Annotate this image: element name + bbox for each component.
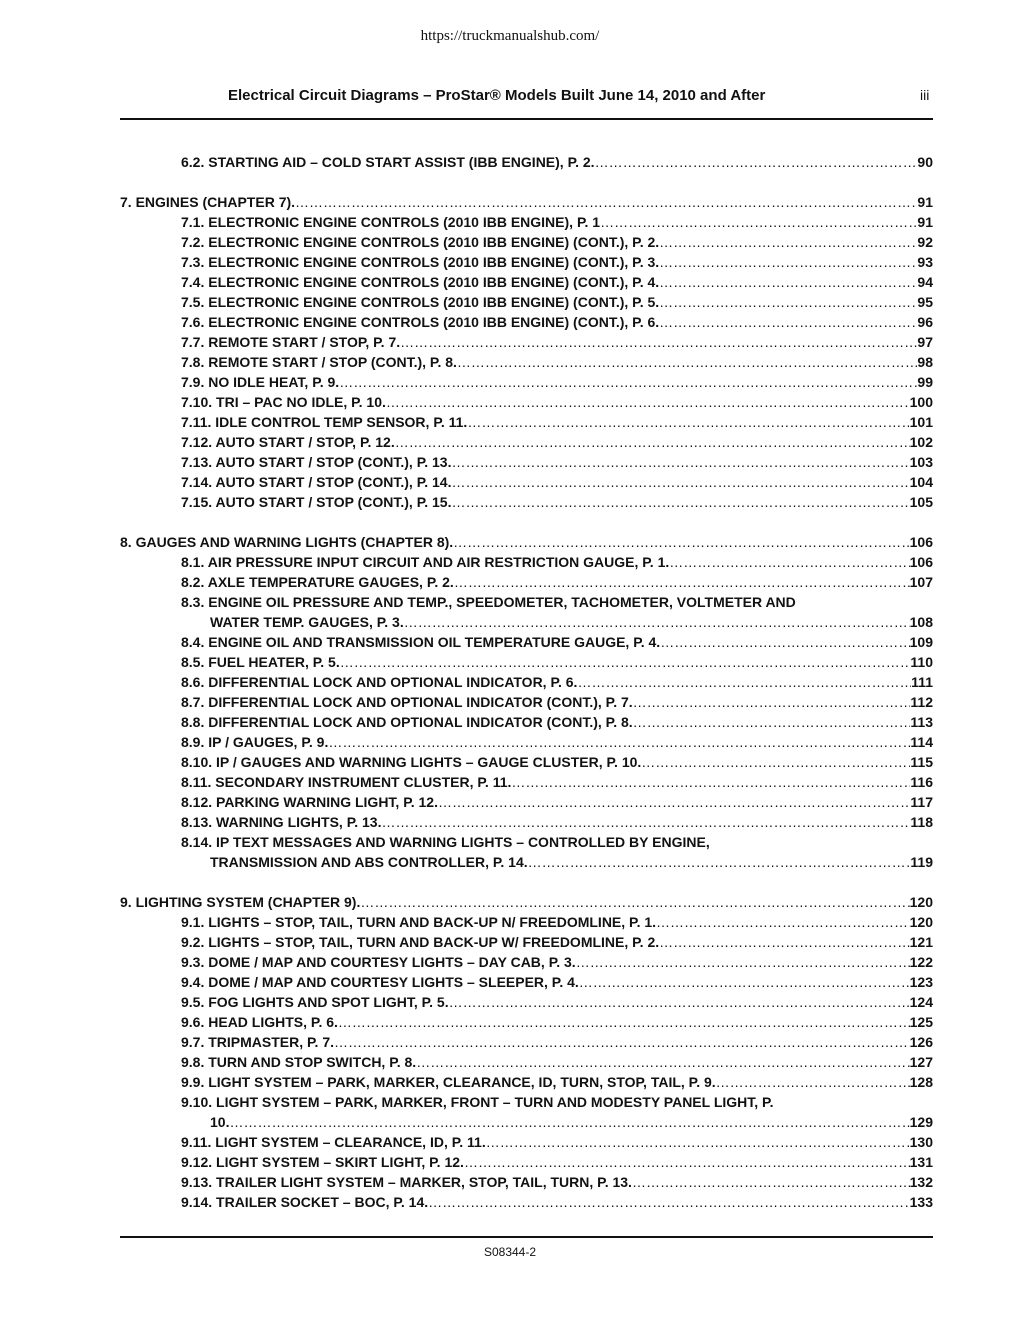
dot-leader bbox=[659, 292, 917, 312]
toc-entry-title: 7.2. ELECTRONIC ENGINE CONTROLS (2010 IBB ENGINE) (CONT.), P. 2. bbox=[181, 234, 660, 250]
toc-entry[interactable] bbox=[181, 792, 933, 812]
toc-entry[interactable] bbox=[181, 312, 933, 332]
document-code: S08344-2 bbox=[483, 1245, 537, 1259]
dot-leader bbox=[633, 712, 911, 732]
toc-entry-page: 114 bbox=[910, 734, 933, 750]
toc-entry[interactable] bbox=[181, 972, 933, 992]
toc-entry[interactable] bbox=[181, 352, 933, 372]
toc-entry[interactable] bbox=[120, 892, 933, 912]
toc-entry[interactable] bbox=[181, 372, 933, 392]
dot-leader bbox=[381, 812, 910, 832]
toc-entry-title: 9. LIGHTING SYSTEM (CHAPTER 9). bbox=[120, 894, 361, 910]
toc-entry[interactable] bbox=[181, 452, 933, 472]
dot-leader bbox=[595, 152, 918, 172]
dot-leader bbox=[338, 1012, 910, 1032]
dot-leader bbox=[295, 192, 917, 212]
toc-entry-title: 9.14. TRAILER SOCKET – BOC, P. 14. bbox=[181, 1194, 429, 1210]
toc-entry-page: 110 bbox=[910, 654, 933, 670]
dot-leader bbox=[449, 992, 910, 1012]
toc-entry[interactable] bbox=[181, 992, 933, 1012]
toc-entry-page: 91 bbox=[917, 214, 933, 230]
toc-entry-page: 133 bbox=[909, 1194, 933, 1210]
toc-entry[interactable] bbox=[120, 532, 933, 552]
page-number: iii bbox=[920, 87, 930, 103]
toc-entry[interactable] bbox=[181, 1032, 933, 1052]
toc-entry-page: 106 bbox=[909, 554, 933, 570]
toc-entry-title: 9.12. LIGHT SYSTEM – SKIRT LIGHT, P. 12. bbox=[181, 1154, 464, 1170]
toc-entry-title: 8.9. IP / GAUGES, P. 9. bbox=[181, 734, 329, 750]
toc-entry[interactable] bbox=[181, 332, 933, 352]
toc-entry[interactable] bbox=[181, 1012, 933, 1032]
toc-entry-page: 94 bbox=[917, 274, 933, 290]
toc-entry[interactable] bbox=[181, 472, 933, 492]
toc-entry[interactable] bbox=[181, 652, 933, 672]
toc-entry-page: 112 bbox=[910, 694, 933, 710]
dot-leader bbox=[229, 1112, 909, 1132]
toc-entry[interactable] bbox=[181, 752, 933, 772]
toc-entry[interactable] bbox=[181, 432, 933, 452]
toc-entry-title: 10. bbox=[210, 1114, 230, 1130]
dot-leader bbox=[579, 972, 910, 992]
toc-entry-page: 101 bbox=[909, 414, 933, 430]
toc-entry-title: 7.14. AUTO START / STOP (CONT.), P. 14. bbox=[181, 474, 452, 490]
toc-entry[interactable] bbox=[181, 912, 933, 932]
toc-entry[interactable] bbox=[181, 392, 933, 412]
dot-leader bbox=[577, 672, 911, 692]
dot-leader bbox=[528, 852, 911, 872]
dot-leader bbox=[659, 932, 910, 952]
toc-entry-page: 104 bbox=[909, 474, 933, 490]
toc-entry-page: 121 bbox=[909, 934, 933, 950]
toc-entry-title: 7. ENGINES (CHAPTER 7). bbox=[120, 194, 296, 210]
toc-entry-title: 9.10. LIGHT SYSTEM – PARK, MARKER, FRONT – TURN AND MODESTY PANEL LIGHT, P. bbox=[181, 1094, 774, 1110]
toc-entry-title: 8.2. AXLE TEMPERATURE GAUGES, P. 2. bbox=[181, 574, 454, 590]
toc-entry[interactable] bbox=[181, 272, 933, 292]
toc-entry[interactable] bbox=[181, 592, 796, 612]
toc-entry-page: 115 bbox=[910, 754, 933, 770]
dot-leader bbox=[660, 632, 909, 652]
toc-entry-page: 105 bbox=[909, 494, 933, 510]
toc-entry-title: 7.12. AUTO START / STOP, P. 12. bbox=[181, 434, 395, 450]
toc-entry-title: 8.8. DIFFERENTIAL LOCK AND OPTIONAL INDICATOR (CONT.), P. 8. bbox=[181, 714, 633, 730]
toc-entry-page: 131 bbox=[909, 1154, 933, 1170]
toc-entry-title: 9.4. DOME / MAP AND COURTESY LIGHTS – SLEEPER, P. 4. bbox=[181, 974, 579, 990]
toc-entry-title: 9.8. TURN AND STOP SWITCH, P. 8. bbox=[181, 1054, 417, 1070]
toc-entry-page: 126 bbox=[909, 1034, 933, 1050]
source-url[interactable]: https://truckmanualshub.com/ bbox=[420, 28, 600, 44]
toc-entry-title: 7.8. REMOTE START / STOP (CONT.), P. 8. bbox=[181, 354, 457, 370]
toc-entry-title: 8.3. ENGINE OIL PRESSURE AND TEMP., SPEEDOMETER, TACHOMETER, VOLTMETER AND bbox=[181, 594, 796, 610]
toc-entry-page: 129 bbox=[909, 1114, 933, 1130]
footer-divider bbox=[120, 1236, 933, 1238]
dot-leader bbox=[464, 1152, 910, 1172]
toc-entry-title: 7.9. NO IDLE HEAT, P. 9. bbox=[181, 374, 340, 390]
dot-leader bbox=[576, 952, 910, 972]
toc-entry-page: 108 bbox=[909, 614, 933, 630]
dot-leader bbox=[659, 232, 917, 252]
toc-entry[interactable] bbox=[181, 1072, 933, 1092]
toc-entry[interactable] bbox=[181, 212, 933, 232]
toc-entry-page: 120 bbox=[909, 914, 933, 930]
toc-entry-title: 9.9. LIGHT SYSTEM – PARK, MARKER, CLEARANCE, ID, TURN, STOP, TAIL, P. 9. bbox=[181, 1074, 716, 1090]
toc-entry-title: 8.5. FUEL HEATER, P. 5. bbox=[181, 654, 340, 670]
dot-leader bbox=[451, 472, 909, 492]
toc-entry-title: 7.10. TRI – PAC NO IDLE, P. 10. bbox=[181, 394, 386, 410]
dot-leader bbox=[457, 352, 918, 372]
dot-leader bbox=[659, 272, 917, 292]
toc-entry[interactable] bbox=[181, 632, 933, 652]
toc-entry-page: 124 bbox=[909, 994, 933, 1010]
header-divider bbox=[120, 118, 933, 120]
dot-leader bbox=[659, 312, 917, 332]
toc-entry[interactable] bbox=[181, 812, 933, 832]
toc-entry[interactable] bbox=[181, 772, 933, 792]
toc-entry-title: 9.7. TRIPMASTER, P. 7. bbox=[181, 1034, 335, 1050]
toc-entry[interactable] bbox=[181, 732, 933, 752]
toc-entry[interactable] bbox=[181, 292, 933, 312]
dot-leader bbox=[632, 1172, 910, 1192]
dot-leader bbox=[328, 732, 910, 752]
dot-leader bbox=[454, 572, 910, 592]
toc-entry-page: 132 bbox=[909, 1174, 933, 1190]
toc-entry-title: 9.11. LIGHT SYSTEM – CLEARANCE, ID, P. 11. bbox=[181, 1134, 486, 1150]
dot-leader bbox=[656, 912, 910, 932]
toc-entry-title: 7.4. ELECTRONIC ENGINE CONTROLS (2010 IBB ENGINE) (CONT.), P. 4. bbox=[181, 274, 660, 290]
dot-leader bbox=[416, 1052, 909, 1072]
toc-entry-page: 90 bbox=[917, 154, 933, 170]
toc-entry[interactable] bbox=[181, 1092, 773, 1112]
toc-entry-title: 9.1. LIGHTS – STOP, TAIL, TURN AND BACK-UP N/ FREEDOMLINE, P. 1. bbox=[181, 914, 657, 930]
toc-entry[interactable] bbox=[181, 1152, 933, 1172]
toc-entry[interactable] bbox=[181, 412, 933, 432]
toc-entry-page: 95 bbox=[917, 294, 933, 310]
dot-leader bbox=[404, 612, 910, 632]
dot-leader bbox=[453, 532, 909, 552]
toc-entry-page: 130 bbox=[909, 1134, 933, 1150]
toc-entry-page: 93 bbox=[917, 254, 933, 270]
toc-entry[interactable] bbox=[181, 692, 933, 712]
toc-entry-page: 96 bbox=[917, 314, 933, 330]
toc-entry-page: 125 bbox=[909, 1014, 933, 1030]
dot-leader bbox=[600, 212, 917, 232]
toc-entry-page: 120 bbox=[909, 894, 933, 910]
toc-entry-page: 118 bbox=[910, 814, 933, 830]
dot-leader bbox=[451, 492, 909, 512]
toc-entry-title: 7.11. IDLE CONTROL TEMP SENSOR, P. 11. bbox=[181, 414, 468, 430]
toc-entry-page: 123 bbox=[909, 974, 933, 990]
toc-entry-page: 107 bbox=[909, 574, 933, 590]
toc-entry-title: 9.2. LIGHTS – STOP, TAIL, TURN AND BACK-UP W/ FREEDOMLINE, P. 2. bbox=[181, 934, 660, 950]
toc-entry-title: 9.6. HEAD LIGHTS, P. 6. bbox=[181, 1014, 338, 1030]
dot-leader bbox=[716, 1072, 910, 1092]
toc-entry-title: 8.1. AIR PRESSURE INPUT CIRCUIT AND AIR RESTRICTION GAUGE, P. 1. bbox=[181, 554, 670, 570]
toc-entry-title: 8. GAUGES AND WARNING LIGHTS (CHAPTER 8). bbox=[120, 534, 454, 550]
toc-entry-page: 113 bbox=[910, 714, 933, 730]
toc-entry-page: 117 bbox=[910, 794, 933, 810]
toc-entry[interactable] bbox=[181, 252, 933, 272]
toc-entry-page: 122 bbox=[909, 954, 933, 970]
toc-entry-title: TRANSMISSION AND ABS CONTROLLER, P. 14. bbox=[210, 854, 528, 870]
toc-entry-title: 7.1. ELECTRONIC ENGINE CONTROLS (2010 IBB ENGINE), P. 1 bbox=[181, 214, 601, 230]
toc-entry-title: 8.4. ENGINE OIL AND TRANSMISSION OIL TEMPERATURE GAUGE, P. 4. bbox=[181, 634, 661, 650]
toc-entry-title: 8.12. PARKING WARNING LIGHT, P. 12. bbox=[181, 794, 438, 810]
toc-entry-title: WATER TEMP. GAUGES, P. 3. bbox=[210, 614, 404, 630]
toc-entry-page: 102 bbox=[909, 434, 933, 450]
toc-entry[interactable] bbox=[210, 612, 933, 632]
dot-leader bbox=[467, 412, 909, 432]
toc-entry[interactable] bbox=[181, 1052, 933, 1072]
toc-entry-title: 9.3. DOME / MAP AND COURTESY LIGHTS – DAY CAB, P. 3. bbox=[181, 954, 576, 970]
toc-entry[interactable] bbox=[181, 672, 933, 692]
toc-entry[interactable] bbox=[181, 1132, 933, 1152]
toc-entry-title: 8.6. DIFFERENTIAL LOCK AND OPTIONAL INDICATOR, P. 6. bbox=[181, 674, 578, 690]
toc-entry-page: 127 bbox=[909, 1054, 933, 1070]
toc-entry[interactable] bbox=[181, 152, 933, 172]
dot-leader bbox=[400, 332, 917, 352]
toc-entry[interactable] bbox=[181, 572, 933, 592]
dot-leader bbox=[334, 1032, 910, 1052]
dot-leader bbox=[340, 652, 911, 672]
toc-entry-title: 7.13. AUTO START / STOP (CONT.), P. 13. bbox=[181, 454, 452, 470]
toc-entry[interactable] bbox=[181, 232, 933, 252]
dot-leader bbox=[511, 772, 910, 792]
toc-entry[interactable] bbox=[181, 932, 933, 952]
toc-entry-title: 7.7. REMOTE START / STOP, P. 7. bbox=[181, 334, 401, 350]
toc-entry[interactable] bbox=[181, 712, 933, 732]
toc-entry-title: 8.14. IP TEXT MESSAGES AND WARNING LIGHTS – CONTROLLED BY ENGINE, bbox=[181, 834, 710, 850]
toc-entry-page: 92 bbox=[917, 234, 933, 250]
toc-entry-page: 109 bbox=[909, 634, 933, 650]
page-header-title: Electrical Circuit Diagrams – ProStar® Models Built June 14, 2010 and After bbox=[228, 87, 766, 104]
toc-entry-title: 8.13. WARNING LIGHTS, P. 13. bbox=[181, 814, 382, 830]
toc-entry-page: 103 bbox=[909, 454, 933, 470]
toc-entry[interactable] bbox=[181, 492, 933, 512]
dot-leader bbox=[428, 1192, 909, 1212]
dot-leader bbox=[633, 692, 911, 712]
toc-entry[interactable] bbox=[181, 832, 710, 852]
toc-entry-page: 97 bbox=[917, 334, 933, 350]
toc-entry-page: 116 bbox=[910, 774, 933, 790]
dot-leader bbox=[360, 892, 909, 912]
toc-entry-title: 6.2. STARTING AID – COLD START ASSIST (IBB ENGINE), P. 2. bbox=[181, 154, 595, 170]
toc-entry-page: 128 bbox=[909, 1074, 933, 1090]
toc-entry[interactable] bbox=[120, 192, 933, 212]
dot-leader bbox=[486, 1132, 910, 1152]
dot-leader bbox=[659, 252, 917, 272]
toc-entry-page: 100 bbox=[909, 394, 933, 410]
toc-entry-title: 8.11. SECONDARY INSTRUMENT CLUSTER, P. 11. bbox=[181, 774, 512, 790]
toc-entry[interactable] bbox=[181, 1192, 933, 1212]
toc-entry-page: 99 bbox=[917, 374, 933, 390]
dot-leader bbox=[669, 552, 909, 572]
toc-entry-title: 9.5. FOG LIGHTS AND SPOT LIGHT, P. 5. bbox=[181, 994, 449, 1010]
toc-entry[interactable] bbox=[210, 1112, 933, 1132]
toc-entry-title: 7.5. ELECTRONIC ENGINE CONTROLS (2010 IBB ENGINE) (CONT.), P. 5. bbox=[181, 294, 660, 310]
toc-entry-title: 7.3. ELECTRONIC ENGINE CONTROLS (2010 IBB ENGINE) (CONT.), P. 3. bbox=[181, 254, 660, 270]
toc-entry[interactable] bbox=[181, 552, 933, 572]
toc-entry-page: 119 bbox=[910, 854, 933, 870]
toc-entry-title: 8.10. IP / GAUGES AND WARNING LIGHTS – GAUGE CLUSTER, P. 10. bbox=[181, 754, 642, 770]
dot-leader bbox=[339, 372, 917, 392]
toc-entry-page: 106 bbox=[909, 534, 933, 550]
toc-entry[interactable] bbox=[181, 1172, 933, 1192]
toc-entry-page: 111 bbox=[911, 674, 933, 690]
dot-leader bbox=[438, 792, 910, 812]
toc-entry-title: 7.6. ELECTRONIC ENGINE CONTROLS (2010 IBB ENGINE) (CONT.), P. 6. bbox=[181, 314, 660, 330]
toc-entry-title: 9.13. TRAILER LIGHT SYSTEM – MARKER, STOP, TAIL, TURN, P. 13. bbox=[181, 1174, 632, 1190]
toc-entry[interactable] bbox=[210, 852, 933, 872]
dot-leader bbox=[395, 432, 910, 452]
dot-leader bbox=[451, 452, 909, 472]
toc-entry-page: 91 bbox=[917, 194, 933, 210]
toc-entry-page: 98 bbox=[917, 354, 933, 370]
toc-entry[interactable] bbox=[181, 952, 933, 972]
dot-leader bbox=[641, 752, 910, 772]
dot-leader bbox=[386, 392, 910, 412]
toc-entry-title: 7.15. AUTO START / STOP (CONT.), P. 15. bbox=[181, 494, 452, 510]
toc-entry-title: 8.7. DIFFERENTIAL LOCK AND OPTIONAL INDICATOR (CONT.), P. 7. bbox=[181, 694, 633, 710]
